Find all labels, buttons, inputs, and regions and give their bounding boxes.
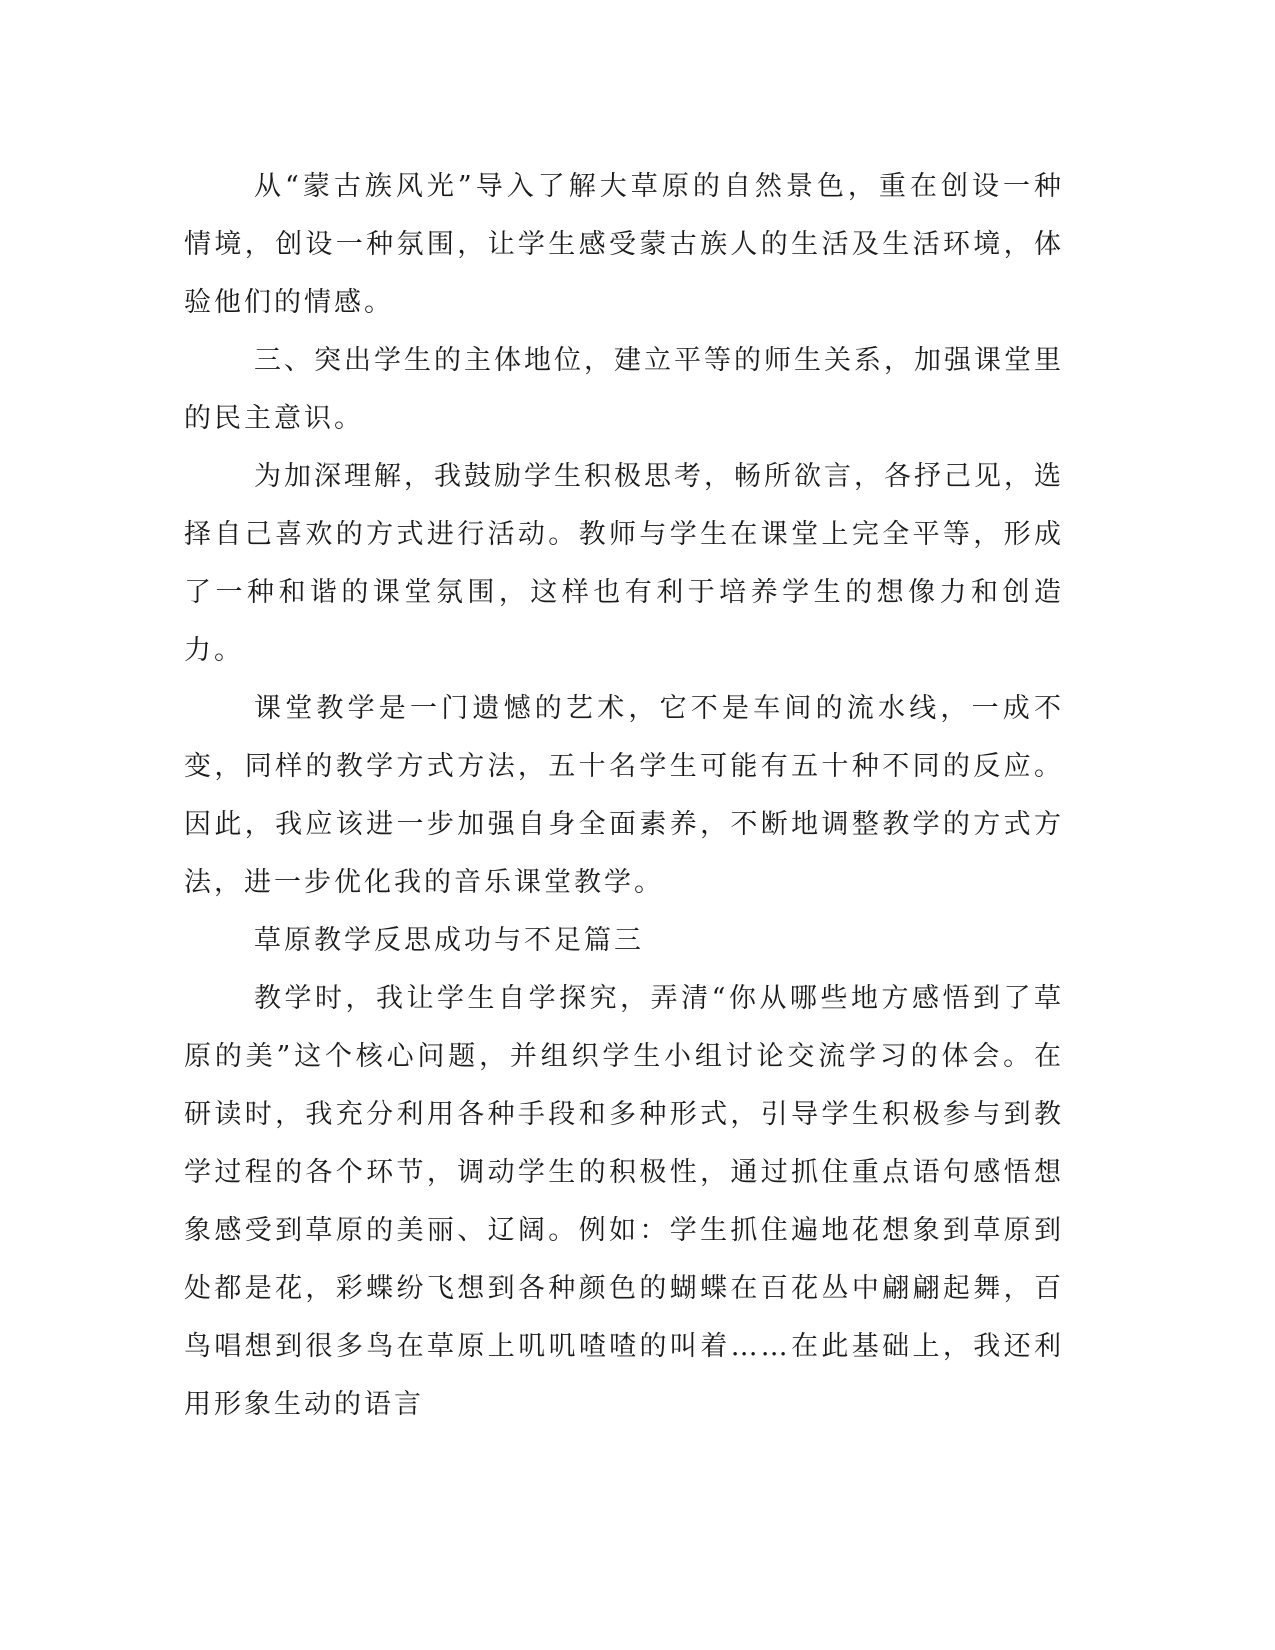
paragraph-encourage-thinking: 为加深理解，我鼓励学生积极思考，畅所欲言，各抒己见，选择自己喜欢的方式进行活动。教师与学生在课堂上完全平等，形成了一种和谐的课堂氛围，这样也有利于培养学生的想像力和创造力。 (184, 461, 1064, 666)
paragraph-classroom-art: 课堂教学是一门遗憾的艺术，它不是车间的流水线，一成不变，同样的教学方式方法，五十名学生可能有五十种不同的反应。因此，我应该进一步加强自身全面素养，不断地调整教学的方式方法，进一步优化我的音乐课堂教学。 (184, 693, 1064, 898)
paragraph-teaching-exploration: 教学时，我让学生自学探究，弄清“你从哪些地方感悟到了草原的美”这个核心问题，并组织学生小组讨论交流学习的体会。在研读时，我充分利用各种手段和多种形式，引导学生积极参与到教学过程的各个环节，调动学生的积极性，通过抓住重点语句感悟想象感受到草原的美丽、辽阔。例如：学生抓住遍地花想象到草原到处都是花，彩蝶纷飞想到各种颜色的蝴蝶在百花丛中翩翩起舞，百鸟唱想到很多鸟在草原上叽叽喳喳的叫着……在此基础上，我还利用形象生动的语言 (184, 983, 1064, 1420)
document-body (184, 158, 1064, 1434)
paragraph-intro-scenery: 从“蒙古族风光”导入了解大草原的自然景色，重在创设一种情境，创设一种氛围，让学生感受蒙古族人的生活及生活环境，体验他们的情感。 (184, 171, 1064, 318)
article-subtitle: 草原教学反思成功与不足篇三 (254, 925, 644, 956)
paragraph-section-three-heading: 三、突出学生的主体地位，建立平等的师生关系，加强课堂里的民主意识。 (184, 345, 1064, 434)
